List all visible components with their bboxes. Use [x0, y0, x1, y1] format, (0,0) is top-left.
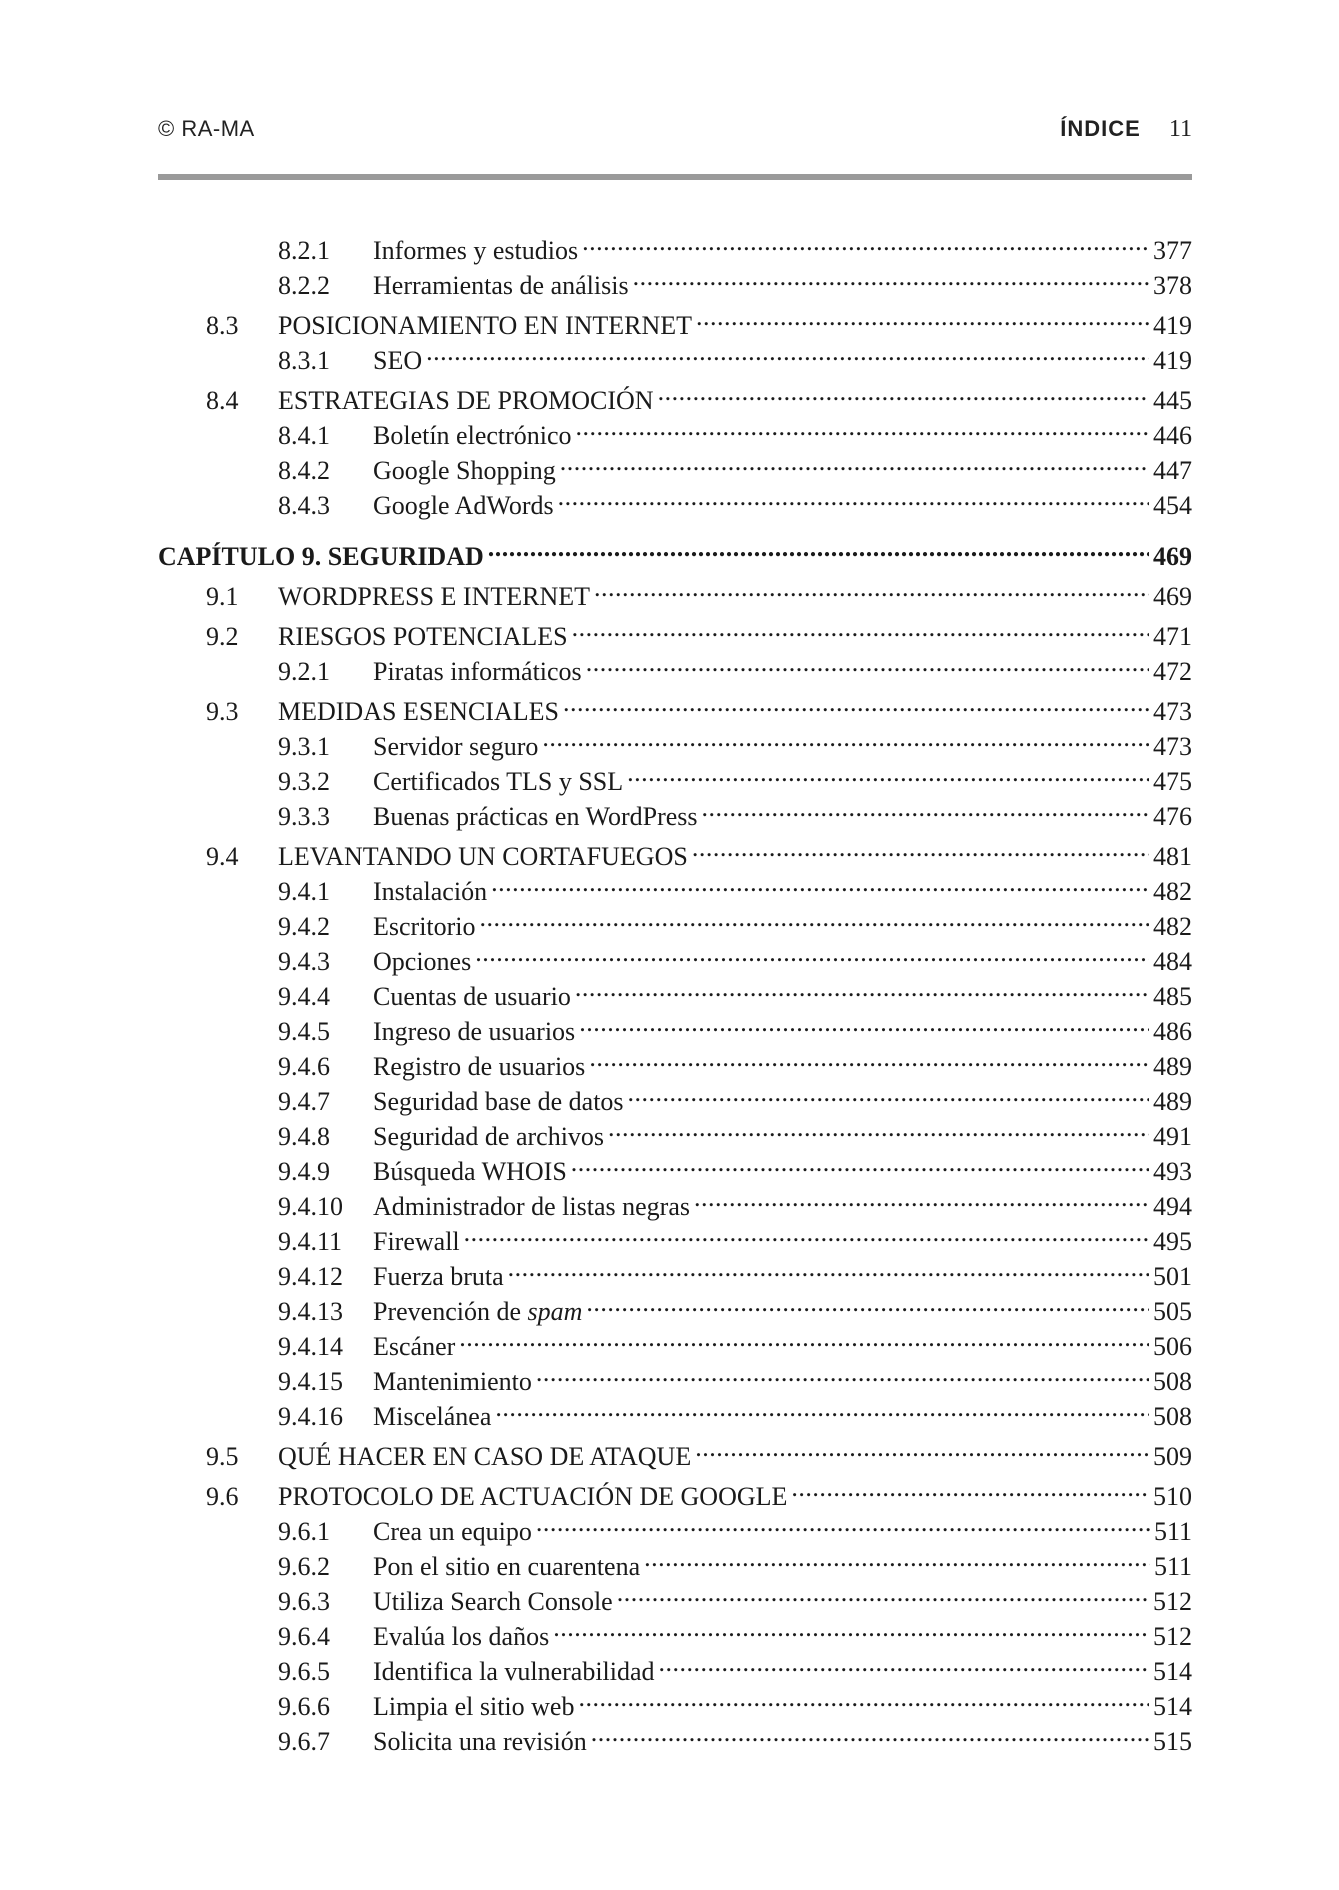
toc-entry-title: CAPÍTULO 9. SEGURIDAD	[158, 542, 484, 571]
toc-entry	[158, 1430, 1192, 1471]
toc-entry-page: 514	[1153, 1692, 1192, 1721]
toc-entry-page: 512	[1153, 1622, 1192, 1651]
dot-leader	[694, 1180, 1149, 1215]
toc-entry-number: 9.4.3	[278, 947, 330, 976]
toc-entry-title: Solicita una revisión	[373, 1727, 587, 1756]
toc-entry-title: MEDIDAS ESENCIALES	[278, 697, 559, 726]
toc-entry-page: 378	[1153, 271, 1192, 300]
toc-entry-number: 9.3.1	[278, 732, 330, 761]
toc-entry-title: Utiliza Search Console	[373, 1587, 613, 1616]
toc-entry	[158, 570, 1192, 611]
toc-entry-title: Certificados TLS y SSL	[373, 767, 624, 796]
toc-entry-page: 512	[1153, 1587, 1192, 1616]
dot-leader	[579, 1005, 1149, 1040]
toc-entry-number: 9.4.9	[278, 1157, 330, 1186]
toc-entry-number: 9.1	[206, 582, 239, 611]
dot-leader	[586, 645, 1149, 680]
toc-entry-page: 494	[1153, 1192, 1192, 1221]
toc-entry-number: 9.6.4	[278, 1622, 330, 1651]
toc-entry-page: 489	[1153, 1087, 1192, 1116]
toc-entry-title: Google Shopping	[373, 456, 556, 485]
toc-entry-number: 8.3	[206, 311, 239, 340]
dot-leader	[586, 1285, 1149, 1320]
dot-leader	[628, 1075, 1149, 1110]
dot-leader	[582, 224, 1149, 259]
toc-entry-title: WORDPRESS E INTERNET	[278, 582, 590, 611]
toc-entry-page: 510	[1153, 1482, 1192, 1511]
toc-entry-page: 475	[1153, 767, 1192, 796]
dot-leader	[536, 1505, 1150, 1540]
dot-leader	[696, 299, 1149, 334]
toc-entry-number: 9.4.10	[278, 1192, 343, 1221]
dot-leader	[594, 570, 1149, 605]
toc-entry-title: Miscelánea	[373, 1402, 492, 1431]
dot-leader	[644, 1540, 1150, 1575]
toc-entry-number: 9.4	[206, 842, 239, 871]
toc-chapter-entry	[158, 530, 1192, 571]
dot-leader	[633, 259, 1149, 294]
toc-entry-title: Administrador de listas negras	[373, 1192, 690, 1221]
dot-leader	[560, 444, 1149, 479]
toc-entry-number: 9.4.16	[278, 1402, 343, 1431]
toc-entry-title: Identifica la vulnerabilidad	[373, 1657, 655, 1686]
toc-entry-page: 446	[1153, 421, 1192, 450]
toc-entry-title: ESTRATEGIAS DE PROMOCIÓN	[278, 386, 654, 415]
toc-entry	[158, 374, 1192, 415]
dot-leader	[578, 1680, 1149, 1715]
toc-entry-title: Seguridad de archivos	[373, 1122, 605, 1151]
page-number: 11	[1168, 116, 1192, 142]
publisher-mark: © RA-MA	[158, 116, 255, 141]
toc-entry-number: 9.4.4	[278, 982, 330, 1011]
toc-entry-number: 9.4.6	[278, 1052, 330, 1081]
toc-entry-number: 9.6.2	[278, 1552, 330, 1581]
toc-entry-number: 9.3.3	[278, 802, 330, 831]
toc-entry-title: Opciones	[373, 947, 472, 976]
dot-leader	[563, 685, 1149, 720]
toc-entry-page: 514	[1153, 1657, 1192, 1686]
dot-leader	[542, 720, 1149, 755]
toc-entry-title: SEO	[373, 346, 423, 375]
toc-entry-number: 8.4.1	[278, 421, 330, 450]
dot-leader	[459, 1320, 1149, 1355]
dot-leader	[480, 900, 1149, 935]
toc-entry-number: 9.6	[206, 1482, 239, 1511]
toc-entry-page: 377	[1153, 236, 1192, 265]
toc-entry-title: Herramientas de análisis	[373, 271, 629, 300]
toc-entry-title: Prevención de spam	[373, 1297, 583, 1326]
dot-leader	[426, 334, 1149, 369]
toc-entry-page: 485	[1153, 982, 1192, 1011]
toc-entry-page: 511	[1153, 1517, 1192, 1546]
toc-entry-number: 9.6.7	[278, 1727, 330, 1756]
toc-entry-page: 484	[1153, 947, 1192, 976]
toc-entry-page: 469	[1153, 582, 1192, 611]
toc-entry-number: 9.2.1	[278, 657, 330, 686]
toc-entry-title: Google AdWords	[373, 491, 554, 520]
toc-entry-title: Seguridad base de datos	[373, 1087, 624, 1116]
toc-entry-page: 515	[1153, 1727, 1192, 1756]
dot-leader	[658, 374, 1149, 409]
toc-entry-page: 469	[1153, 542, 1192, 571]
toc-entry	[158, 224, 1192, 265]
header-rule	[158, 174, 1192, 180]
dot-leader	[695, 1430, 1149, 1465]
toc-entry-number: 9.5	[206, 1442, 239, 1471]
toc-entry-number: 9.4.1	[278, 877, 330, 906]
dot-leader	[475, 935, 1149, 970]
toc-entry-number: 9.4.2	[278, 912, 330, 941]
toc-entry-title: QUÉ HACER EN CASO DE ATAQUE	[278, 1442, 692, 1471]
toc-entry-title: Mantenimiento	[373, 1367, 532, 1396]
toc-entry-title: Búsqueda WHOIS	[373, 1157, 567, 1186]
dot-leader	[589, 1040, 1149, 1075]
toc-entry-number: 8.4	[206, 386, 239, 415]
dot-leader	[608, 1110, 1149, 1145]
dot-leader	[591, 1715, 1149, 1750]
toc-entry-page: 508	[1153, 1367, 1192, 1396]
toc-entry-title: POSICIONAMIENTO EN INTERNET	[278, 311, 693, 340]
toc-entry-number: 9.6.3	[278, 1587, 330, 1616]
toc-entry	[158, 610, 1192, 651]
toc-entry-title: PROTOCOLO DE ACTUACIÓN DE GOOGLE	[278, 1482, 788, 1511]
toc-entry-number: 8.3.1	[278, 346, 330, 375]
toc-entry-number: 8.2.2	[278, 271, 330, 300]
emphasis-text: spam	[527, 1297, 583, 1326]
toc-entry-title: Cuentas de usuario	[373, 982, 571, 1011]
toc-entry-number: 9.6.6	[278, 1692, 330, 1721]
toc-entry-number: 9.4.13	[278, 1297, 343, 1326]
toc-entry-page: 471	[1153, 622, 1192, 651]
toc-entry-title: Registro de usuarios	[373, 1052, 586, 1081]
toc-entry-page: 473	[1153, 732, 1192, 761]
toc-entry-number: 9.3	[206, 697, 239, 726]
dot-leader	[692, 830, 1149, 865]
toc-entry-number: 8.2.1	[278, 236, 330, 265]
toc-entry	[158, 299, 1192, 340]
toc-entry-page: 473	[1153, 697, 1192, 726]
dot-leader	[575, 970, 1149, 1005]
dot-leader	[488, 530, 1149, 565]
dot-leader	[491, 865, 1149, 900]
toc-entry-title: RIESGOS POTENCIALES	[278, 622, 568, 651]
section-name: ÍNDICE	[1060, 116, 1141, 141]
dot-leader	[576, 409, 1149, 444]
toc-entry-title: Boletín electrónico	[373, 421, 572, 450]
toc-entry-number: 9.4.7	[278, 1087, 330, 1116]
toc-entry-number: 9.4.14	[278, 1332, 343, 1361]
dot-leader	[464, 1215, 1149, 1250]
dot-leader	[659, 1645, 1149, 1680]
toc-entry-page: 489	[1153, 1052, 1192, 1081]
header-right	[1060, 116, 1192, 143]
toc-entry-title: Limpia el sitio web	[373, 1692, 575, 1721]
toc-entry-number: 9.2	[206, 622, 239, 651]
toc-entry-number: 9.3.2	[278, 767, 330, 796]
toc-entry	[158, 830, 1192, 871]
toc-entry-page: 476	[1153, 802, 1192, 831]
toc-entry-number: 8.4.2	[278, 456, 330, 485]
toc-entry-page: 419	[1153, 311, 1192, 340]
toc-entry-title: Buenas prácticas en WordPress	[373, 802, 698, 831]
toc-entry-number: 9.6.1	[278, 1517, 330, 1546]
toc-entry-title: Escritorio	[373, 912, 476, 941]
toc-entry-page: 508	[1153, 1402, 1192, 1431]
toc-entry-title: Evalúa los daños	[373, 1622, 550, 1651]
toc-entry-title: Servidor seguro	[373, 732, 539, 761]
toc-entry-number: 8.4.3	[278, 491, 330, 520]
toc-entry-number: 9.4.5	[278, 1017, 330, 1046]
dot-leader	[508, 1250, 1149, 1285]
toc-entry-page: 445	[1153, 386, 1192, 415]
toc-entry-page: 486	[1153, 1017, 1192, 1046]
toc-entry-title: Firewall	[373, 1227, 460, 1256]
toc-entry-number: 9.4.8	[278, 1122, 330, 1151]
toc-entry-title: Escáner	[373, 1332, 456, 1361]
toc-entry-page: 501	[1153, 1262, 1192, 1291]
toc-entry-page: 482	[1153, 912, 1192, 941]
dot-leader	[791, 1470, 1149, 1505]
toc-entry-number: 9.4.11	[278, 1227, 343, 1256]
toc-entry-page: 511	[1153, 1552, 1192, 1581]
toc-entry-number: 9.4.12	[278, 1262, 343, 1291]
toc-entry-page: 482	[1153, 877, 1192, 906]
toc-entry-title: Instalación	[373, 877, 488, 906]
toc-entry-page: 454	[1153, 491, 1192, 520]
toc-entry	[158, 1470, 1192, 1511]
toc-entry	[158, 685, 1192, 726]
dot-leader	[617, 1575, 1149, 1610]
toc-entry-page: 419	[1153, 346, 1192, 375]
toc-entry-number: 9.6.5	[278, 1657, 330, 1686]
toc-entry-title: Crea un equipo	[373, 1517, 532, 1546]
toc-entry-page: 472	[1153, 657, 1192, 686]
toc-entry-page: 505	[1153, 1297, 1192, 1326]
dot-leader	[627, 755, 1149, 790]
toc-entry-title: Informes y estudios	[373, 236, 579, 265]
toc-entry-page: 481	[1153, 842, 1192, 871]
toc-entry-page: 506	[1153, 1332, 1192, 1361]
dot-leader	[495, 1390, 1149, 1425]
table-of-contents	[158, 224, 1192, 1756]
dot-leader	[572, 610, 1149, 645]
toc-entry-page: 495	[1153, 1227, 1192, 1256]
toc-entry-title: Fuerza bruta	[373, 1262, 504, 1291]
toc-entry-title: Pon el sitio en cuarentena	[373, 1552, 641, 1581]
toc-entry-title: Ingreso de usuarios	[373, 1017, 576, 1046]
toc-entry-number: 9.4.15	[278, 1367, 343, 1396]
dot-leader	[558, 479, 1149, 514]
dot-leader	[702, 790, 1149, 825]
toc-entry-page: 447	[1153, 456, 1192, 485]
toc-entry-title: LEVANTANDO UN CORTAFUEGOS	[278, 842, 688, 871]
toc-entry-page: 493	[1153, 1157, 1192, 1186]
dot-leader	[553, 1610, 1149, 1645]
dot-leader	[571, 1145, 1149, 1180]
running-header	[158, 112, 1192, 152]
toc-entry-title: Piratas informáticos	[373, 657, 582, 686]
toc-entry-page: 509	[1153, 1442, 1192, 1471]
toc-entry-page: 491	[1153, 1122, 1192, 1151]
dot-leader	[536, 1355, 1149, 1390]
